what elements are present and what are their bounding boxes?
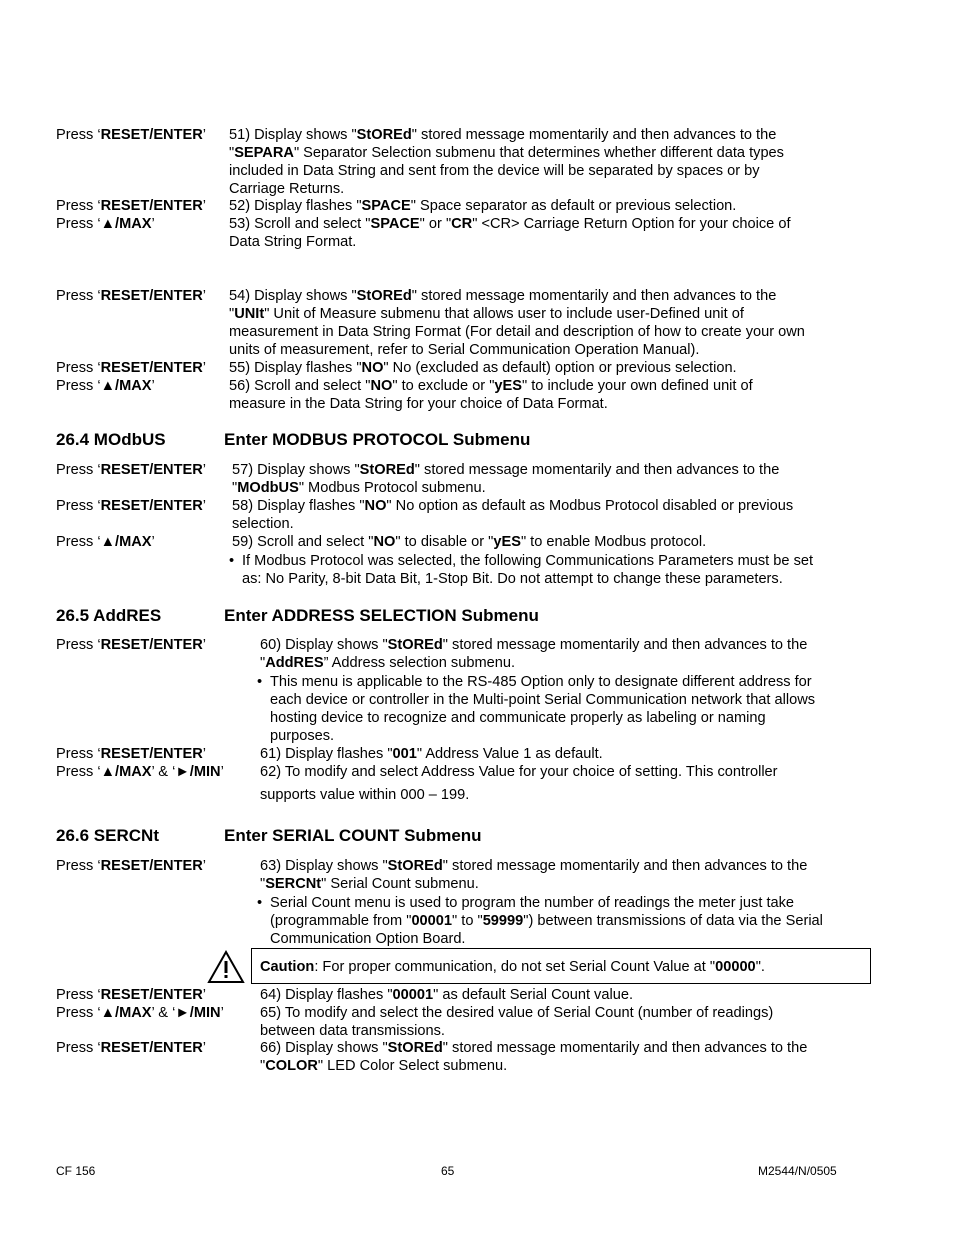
description-line [229, 233, 356, 251]
text-run: " Modbus Protocol submenu. [298, 480, 486, 496]
text-run: Serial Count menu is used to program the number of readings the meter just take [270, 895, 795, 911]
bold-text: ▲/MAX [100, 1005, 152, 1021]
key-press-label [56, 287, 206, 305]
text-run: 54) Display shows " [229, 288, 357, 304]
bold-text: RESET/ENTER [100, 127, 203, 143]
text-run: 63) Display shows " [260, 858, 388, 874]
text-run: " to include your own defined unit of [521, 378, 753, 394]
description-line [270, 894, 794, 912]
text-run: Press ‘ [56, 127, 101, 143]
bold-text: SPACE [361, 198, 411, 214]
footer-page-number: 65 [441, 1164, 455, 1178]
section-title-serial-count: Enter SERIAL COUNT Submenu [224, 826, 482, 845]
text-run: ’ [220, 1005, 224, 1021]
text-run: Press ‘ [56, 498, 101, 514]
text-run: ’ [202, 1040, 207, 1056]
bold-text: StOREd [387, 858, 443, 874]
description-line [229, 197, 736, 215]
description-line [242, 552, 813, 570]
text-run: " LED Color Select submenu. [317, 1058, 508, 1074]
text-run: ’ [202, 987, 207, 1003]
text-run: " as default Serial Count value. [433, 987, 634, 1003]
text-run: ’ [202, 198, 207, 214]
text-run: " to " [452, 913, 483, 929]
text-run: " Unit of Measure submenu that allows user to include user-Defined unit of [264, 306, 744, 322]
bold-text: ►/MIN [175, 764, 221, 780]
bold-text: RESET/ENTER [100, 987, 203, 1003]
bold-text: SEPARA [234, 145, 294, 161]
text-run: This menu is applicable to the RS-485 Option only to designate different address for [270, 674, 812, 690]
text-run: units of measurement, refer to Serial Communication Operation Manual). [229, 342, 700, 358]
bold-text: 00001 [411, 913, 453, 929]
text-run: ’ [151, 378, 155, 394]
bold-text: CR [451, 216, 473, 232]
text-run: " stored message momentarily and then advances to the [442, 1040, 808, 1056]
bold-text: ▲/MAX [100, 764, 152, 780]
text-run: ". [755, 959, 765, 975]
text-run: 51) Display shows " [229, 127, 357, 143]
text-run: " No (excluded as default) option or previous selection. [383, 360, 737, 376]
bold-text: 59999 [482, 913, 524, 929]
bold-text: RESET/ENTER [100, 288, 203, 304]
text-run: If Modbus Protocol was selected, the following Communications Parameters must be set [242, 553, 814, 569]
warning-triangle-icon [207, 950, 245, 984]
bold-text: RESET/ENTER [100, 198, 203, 214]
key-press-label [56, 1004, 224, 1022]
text-run: " [229, 145, 235, 161]
description-line [242, 570, 783, 588]
bold-text: RESET/ENTER [100, 858, 203, 874]
text-run: " [260, 655, 266, 671]
key-press-label [56, 377, 155, 395]
text-run: " Address Value 1 as default. [416, 746, 603, 762]
description-line [229, 377, 753, 395]
description-line [270, 727, 334, 745]
description-line [229, 162, 760, 180]
text-run: 65) To modify and select the desired value of Serial Count (number of readings) [260, 1005, 774, 1021]
text-run: " stored message momentarily and then advances to the [442, 637, 808, 653]
text-run: 57) Display shows " [232, 462, 360, 478]
text-run: Press ‘ [56, 637, 101, 653]
bold-text: RESET/ENTER [100, 746, 203, 762]
description-line [229, 287, 776, 305]
description-line [232, 533, 706, 551]
bold-text: NO [373, 534, 396, 550]
text-run: 62) To modify and select Address Value for your choice of setting. This controller [260, 764, 778, 780]
bold-text: ▲/MAX [100, 378, 152, 394]
text-run: Press ‘ [56, 987, 101, 1003]
description-line [260, 986, 633, 1004]
text-run: " Serial Count submenu. [321, 876, 479, 892]
section-number: 26.5 AddRES [56, 606, 162, 625]
text-run: (programmable from " [270, 913, 412, 929]
description-line [229, 395, 608, 413]
bold-text: COLOR [265, 1058, 318, 1074]
text-run: 52) Display flashes " [229, 198, 362, 214]
bold-text: Caution [260, 959, 315, 975]
text-run: 60) Display shows " [260, 637, 388, 653]
text-run: ’ [202, 462, 207, 478]
text-run: " to exclude or " [392, 378, 495, 394]
text-run: supports value within 000 – 199. [260, 787, 470, 803]
text-run: ’ [151, 534, 155, 550]
text-run: included in Data String and sent from the device will be separated by spaces or by [229, 163, 760, 179]
bold-text: ▲/MAX [100, 534, 152, 550]
text-run: " [232, 480, 238, 496]
text-run: Press ‘ [56, 198, 101, 214]
text-run: 64) Display flashes " [260, 987, 393, 1003]
text-run: ’ [151, 216, 155, 232]
text-run: " [260, 1058, 266, 1074]
bold-text: 00000 [715, 959, 756, 975]
text-run: Press ‘ [56, 746, 101, 762]
bold-text: ▲/MAX [100, 216, 152, 232]
text-run: " stored message momentarily and then advances to the [414, 462, 780, 478]
text-run: ” Address selection submenu. [323, 655, 516, 671]
text-run: " or " [419, 216, 452, 232]
section-number: 26.6 SERCNt [56, 826, 159, 845]
bold-text: NO [361, 360, 384, 376]
bold-text: AddRES [265, 655, 324, 671]
text-run: " [229, 306, 235, 322]
description-line [260, 763, 778, 781]
description-line [232, 497, 793, 515]
text-run: " stored message momentarily and then advances to the [411, 288, 777, 304]
description-line [229, 341, 699, 359]
bold-text: StOREd [359, 462, 415, 478]
key-press-label [56, 636, 206, 654]
text-run: ’ [202, 746, 207, 762]
description-line [270, 691, 815, 709]
text-run: 53) Scroll and select " [229, 216, 371, 232]
bold-text: StOREd [387, 637, 443, 653]
text-run: Press ‘ [56, 764, 101, 780]
section-number: 26.4 MOdbUS [56, 430, 166, 449]
key-press-label [56, 745, 206, 763]
description-line [260, 745, 603, 763]
text-run: 61) Display flashes " [260, 746, 393, 762]
text-run: ’ & ‘ [151, 764, 176, 780]
text-run: ") between transmissions of data via the Serial [523, 913, 823, 929]
bold-text: NO [370, 378, 393, 394]
text-run: Press ‘ [56, 1040, 101, 1056]
key-press-label [56, 126, 206, 144]
bold-text: MOdbUS [237, 480, 299, 496]
text-run: Press ‘ [56, 1005, 101, 1021]
text-run: " stored message momentarily and then advances to the [411, 127, 777, 143]
key-press-label [56, 857, 206, 875]
text-run: Press ‘ [56, 462, 101, 478]
text-run: " Space separator as default or previous selection. [410, 198, 737, 214]
text-run: Press ‘ [56, 858, 101, 874]
text-run: ’ [202, 360, 207, 376]
description-line [229, 215, 791, 233]
description-line [229, 305, 744, 323]
text-run: 58) Display flashes " [232, 498, 365, 514]
text-run: hosting device to recognize and communicate properly as labeling or naming [270, 710, 766, 726]
key-press-label [56, 1039, 206, 1057]
text-run: ’ [202, 637, 207, 653]
description-line [260, 875, 479, 893]
description-line [260, 958, 765, 976]
text-run: Press ‘ [56, 288, 101, 304]
bold-text: RESET/ENTER [100, 1040, 203, 1056]
bold-text: SERCNt [265, 876, 322, 892]
description-line [270, 930, 466, 948]
text-run: Press ‘ [56, 360, 101, 376]
key-press-label [56, 763, 224, 781]
bold-text: RESET/ENTER [100, 498, 203, 514]
description-line [260, 654, 515, 672]
text-run: 56) Scroll and select " [229, 378, 371, 394]
bold-text: 00001 [392, 987, 434, 1003]
key-press-label [56, 215, 155, 233]
bold-text: StOREd [356, 127, 412, 143]
text-run: Press ‘ [56, 216, 101, 232]
text-run: ’ [202, 288, 207, 304]
text-run: " stored message momentarily and then advances to the [442, 858, 808, 874]
description-line [229, 323, 805, 341]
description-line [229, 144, 784, 162]
key-press-label [56, 533, 155, 551]
description-line [229, 180, 344, 198]
text-run: between data transmissions. [260, 1023, 445, 1039]
bold-text: yES [493, 534, 521, 550]
bold-text: UNIt [234, 306, 265, 322]
bold-text: StOREd [356, 288, 412, 304]
text-run: measure in the Data String for your choice of Data Format. [229, 396, 608, 412]
text-run: " Separator Selection submenu that determines whether different data types [293, 145, 784, 161]
bullet-icon: • [257, 895, 263, 911]
description-line [260, 786, 469, 804]
text-run: as: No Parity, 8-bit Data Bit, 1-Stop Bit. Do not attempt to change these parameters. [242, 571, 783, 587]
section-heading-serial-count [56, 827, 159, 845]
text-run: " No option as default as Modbus Protocol disabled or previous [386, 498, 794, 514]
text-run: " to disable or " [395, 534, 494, 550]
description-line [260, 1022, 445, 1040]
text-run: purposes. [270, 728, 335, 744]
text-run: selection. [232, 516, 294, 532]
text-run: 59) Scroll and select " [232, 534, 374, 550]
description-line [232, 515, 294, 533]
bold-text: RESET/ENTER [100, 462, 203, 478]
key-press-label [56, 359, 206, 377]
description-line [229, 359, 737, 377]
bold-text: RESET/ENTER [100, 360, 203, 376]
key-press-label [56, 197, 206, 215]
text-run: : For proper communication, do not set Serial Count Value at " [314, 959, 716, 975]
bold-text: yES [494, 378, 522, 394]
text-run: " [260, 876, 266, 892]
key-press-label [56, 497, 206, 515]
description-line [270, 709, 766, 727]
bold-text: RESET/ENTER [100, 637, 203, 653]
bold-text: SPACE [370, 216, 420, 232]
bold-text: ►/MIN [175, 1005, 221, 1021]
text-run: ’ [202, 127, 207, 143]
key-press-label [56, 461, 206, 479]
text-run: " to enable Modbus protocol. [520, 534, 707, 550]
text-run: Press ‘ [56, 378, 101, 394]
text-run: Carriage Returns. [229, 181, 345, 197]
text-run: ’ [202, 858, 207, 874]
description-line [232, 461, 779, 479]
bullet-icon: • [257, 674, 263, 690]
bullet-icon: • [229, 553, 235, 569]
text-run: each device or controller in the Multi-point Serial Communication network that allows [270, 692, 816, 708]
text-run: ’ [220, 764, 224, 780]
bold-text: StOREd [387, 1040, 443, 1056]
description-line [260, 1057, 507, 1075]
description-line [270, 673, 812, 691]
description-line [260, 1039, 807, 1057]
description-line [229, 126, 776, 144]
description-line [260, 636, 807, 654]
bold-text: NO [364, 498, 387, 514]
description-line [260, 857, 807, 875]
section-heading-modbus [56, 431, 166, 449]
description-line [232, 479, 486, 497]
text-run: Press ‘ [56, 534, 101, 550]
bold-text: 001 [392, 746, 417, 762]
section-heading-address [56, 607, 161, 625]
text-run: ’ [202, 498, 207, 514]
description-line [270, 912, 823, 930]
text-run: 55) Display flashes " [229, 360, 362, 376]
section-title-address: Enter ADDRESS SELECTION Submenu [224, 606, 539, 625]
text-run: measurement in Data String Format (For detail and description of how to create your own [229, 324, 805, 340]
key-press-label [56, 986, 206, 1004]
text-run: Communication Option Board. [270, 931, 466, 947]
description-line [260, 1004, 773, 1022]
text-run: Data String Format. [229, 234, 357, 250]
footer-manual-code: M2544/N/0505 [758, 1164, 837, 1178]
footer-doc-code: CF 156 [56, 1164, 96, 1178]
text-run: " <CR> Carriage Return Option for your choice of [472, 216, 791, 232]
section-title-modbus: Enter MODBUS PROTOCOL Submenu [224, 430, 531, 449]
text-run: 66) Display shows " [260, 1040, 388, 1056]
text-run: ’ & ‘ [151, 1005, 176, 1021]
